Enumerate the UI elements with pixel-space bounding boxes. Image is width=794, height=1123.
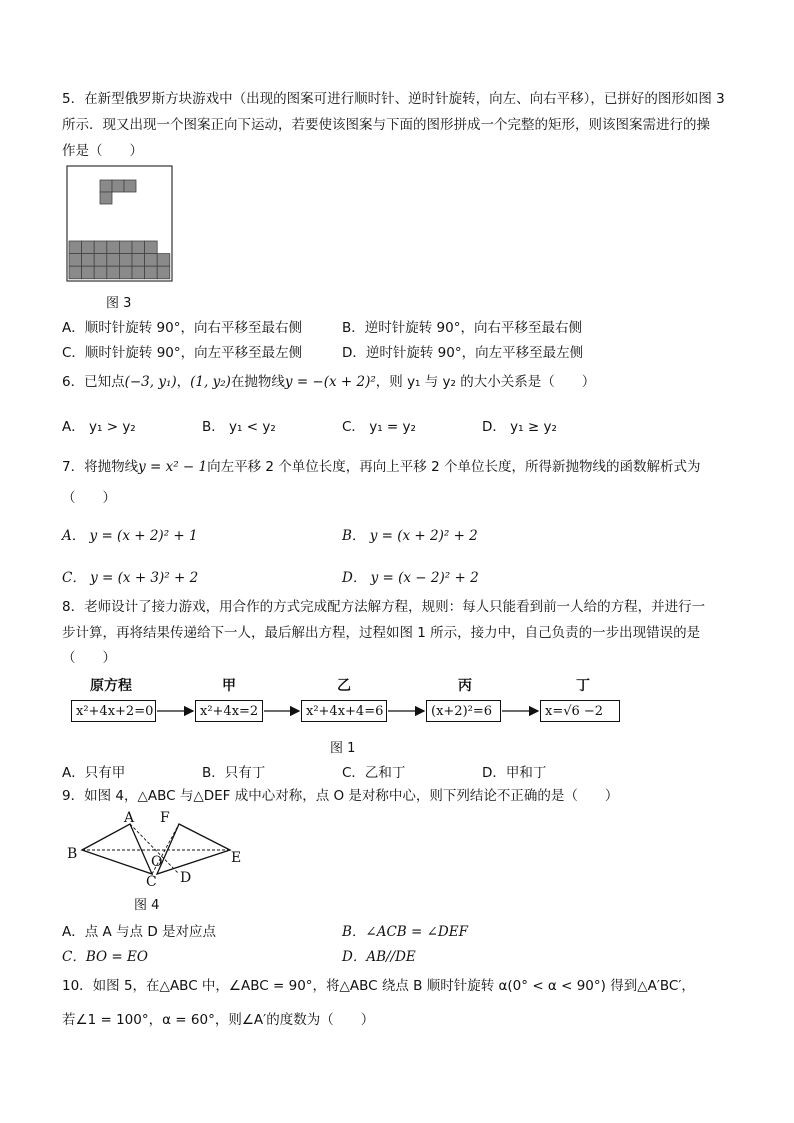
q8-stem-line3: （ ）: [62, 650, 116, 666]
q10-stem-line1: 10．如图 5，在△ABC 中，∠ABC = 90°，将△ABC 绕点 B 顺时针旋转 α(0° < α < 90°) 得到△A′BC′，: [62, 978, 695, 994]
point-label-o: O: [151, 854, 163, 870]
q7-stem-line1: [62, 457, 700, 477]
tetris-block: [82, 254, 95, 267]
flow-box-bing: (x+2)²=6: [426, 700, 501, 722]
flow-box-jia: x²+4x=2: [195, 700, 263, 722]
q8-option-a[interactable]: A．只有甲: [62, 765, 126, 781]
flow-box-yi: x²+4x+4=6: [301, 700, 387, 722]
q6-suffix: ，则 y₁ 与 y₂ 的大小关系是（ ）: [375, 374, 596, 390]
q9-option-c[interactable]: C．BO = EO: [62, 949, 148, 965]
flow-box-ding: x=√6 −2: [540, 700, 620, 722]
q8-stem-line1: 8．老师设计了接力游戏，用合作的方式完成配方法解方程，规则：每人只能看到前一人给的方程，并进行一: [62, 599, 706, 615]
q6-point-1: (−3, y₁): [124, 374, 177, 390]
tetris-block: [94, 241, 107, 254]
q10-stem-line2: 若∠1 = 100°，α = 60°，则∠A′的度数为（ ）: [62, 1012, 375, 1028]
q8-option-b[interactable]: B．只有丁: [202, 765, 266, 781]
q5-stem-line2: 所示．现又出现一个图案正向下运动，若要使该图案与下面的图形拼成一个完整的矩形，则该图案需进行的操: [62, 117, 710, 133]
flow-label-ding: 丁: [576, 678, 590, 694]
q8-option-c[interactable]: C．乙和丁: [342, 765, 406, 781]
tetris-block: [107, 254, 120, 267]
q7-option-b[interactable]: B． y = (x + 2)² + 2: [342, 528, 478, 544]
triangle-abc: [82, 824, 152, 874]
tetris-block: [145, 241, 158, 254]
tetris-block: [107, 241, 120, 254]
q7-option-a[interactable]: A． y = (x + 2)² + 1: [62, 528, 198, 544]
q6-option-d[interactable]: D． y₁ ≥ y₂: [482, 419, 557, 435]
tetris-block: [119, 254, 132, 267]
q7-option-c[interactable]: C． y = (x + 3)² + 2: [62, 570, 199, 586]
flow-box-original: x²+4x+2=0: [71, 700, 156, 722]
q6-equation: y = −(x + 2)²: [284, 374, 376, 390]
tetris-block: [145, 254, 158, 267]
figure-4-caption: 图 4: [134, 898, 160, 913]
tetris-block: [132, 254, 145, 267]
q6-point-2: (1, y₂): [190, 374, 231, 390]
point-label-a: A: [124, 810, 135, 826]
tetris-block: [107, 266, 120, 279]
q7-equation: y = x² − 1: [138, 459, 208, 475]
tetris-block: [69, 254, 82, 267]
q6-option-a[interactable]: A． y₁ > y₂: [62, 419, 136, 435]
q6-stem: [62, 372, 595, 392]
q5-stem-line1: 5．在新型俄罗斯方块游戏中（出现的图案可进行顺时针、逆时针旋转，向左、向右平移），已拼好的图形如图 3: [62, 91, 725, 107]
tetris-block: [94, 254, 107, 267]
q6-prefix: 6．已知点: [62, 374, 125, 390]
tetris-block: [94, 266, 107, 279]
q5-option-b[interactable]: B．逆时针旋转 90°，向右平移至最右侧: [342, 320, 582, 336]
point-label-d: D: [180, 870, 192, 886]
tetris-block: [157, 266, 170, 279]
figure-1-caption: 图 1: [330, 741, 356, 756]
q6-sep: ，: [176, 374, 191, 390]
tetris-block: [157, 254, 170, 267]
point-label-f: F: [160, 810, 170, 826]
point-label-b: B: [67, 846, 78, 862]
q5-option-d[interactable]: D．逆时针旋转 90°，向左平移至最左侧: [342, 345, 584, 361]
tetris-block: [132, 241, 145, 254]
q5-option-a[interactable]: A．顺时针旋转 90°，向右平移至最右侧: [62, 320, 302, 336]
tetris-block: [69, 241, 82, 254]
stacked-blocks: [69, 241, 170, 279]
figure-3-caption: 图 3: [106, 296, 132, 311]
tetris-figure: [66, 165, 174, 283]
point-label-e: E: [231, 850, 242, 866]
q9-stem: 9．如图 4，△ABC 与△DEF 成中心对称，点 O 是对称中心，则下列结论不正确的是（ ）: [62, 788, 619, 804]
tetris-block: [145, 266, 158, 279]
point-label-c: C: [146, 874, 157, 890]
q6-mid: 在抛物线: [230, 374, 285, 390]
q5-option-c[interactable]: C．顺时针旋转 90°，向左平移至最左侧: [62, 345, 303, 361]
q9-option-a[interactable]: A．点 A 与点 D 是对应点: [62, 924, 217, 940]
flow-label-bing: 丙: [458, 678, 472, 694]
q9-option-b[interactable]: B．∠ACB = ∠DEF: [342, 924, 468, 940]
q6-option-c[interactable]: C． y₁ = y₂: [342, 419, 416, 435]
q9-option-d[interactable]: D．AB//DE: [342, 949, 416, 965]
flow-label-yi: 乙: [337, 678, 351, 694]
tetris-block: [119, 241, 132, 254]
symmetry-figure: [62, 810, 252, 890]
flow-label-jia: 甲: [222, 678, 236, 694]
q6-option-b[interactable]: B． y₁ < y₂: [202, 419, 276, 435]
q5-stem-line3: 作是（ ）: [62, 143, 143, 159]
triangle-def: [157, 824, 230, 874]
tetris-block: [69, 266, 82, 279]
tetris-block: [119, 266, 132, 279]
q7-rest: 向左平移 2 个单位长度，再向上平移 2 个单位长度，所得新抛物线的函数解析式为: [207, 459, 701, 475]
q7-stem-line2: （ ）: [62, 490, 116, 506]
q8-stem-line2: 步计算，再将结果传递给下一人，最后解出方程，过程如图 1 所示，接力中，自己负责的一步出现错误的是: [62, 625, 701, 641]
flow-arrows: [0, 700, 794, 724]
q7-prefix: 7．将抛物线: [62, 459, 139, 475]
tetris-block: [132, 266, 145, 279]
tetris-block: [82, 241, 95, 254]
flow-label-original: 原方程: [90, 678, 132, 694]
tetris-block: [82, 266, 95, 279]
q8-option-d[interactable]: D．甲和丁: [482, 765, 547, 781]
q7-option-d[interactable]: D． y = (x − 2)² + 2: [342, 570, 479, 586]
